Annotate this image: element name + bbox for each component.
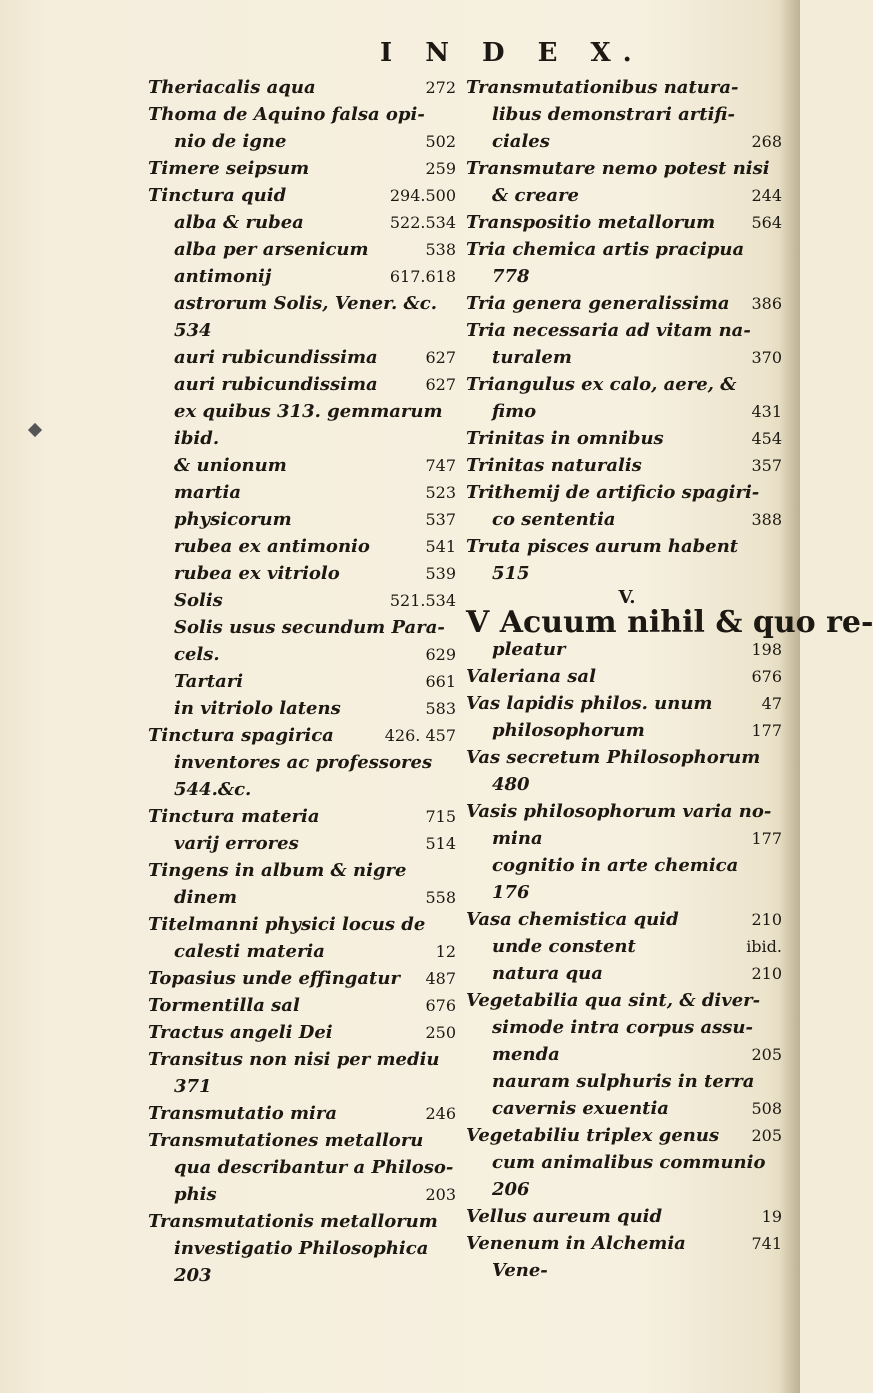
index-entry [466, 987, 788, 1014]
index-entry [466, 906, 788, 933]
entry-text: calesti materia [174, 941, 325, 962]
entry-text: unde constent [492, 936, 636, 957]
entry-text: alba per arsenicum [174, 239, 369, 260]
entry-text: Valeriana sal [466, 666, 596, 687]
index-entry [148, 749, 470, 776]
index-entry [466, 479, 788, 506]
page-header: I N D E X. [380, 38, 644, 68]
index-entry [466, 690, 788, 717]
page-number: 177 [751, 829, 782, 848]
index-entry [466, 771, 788, 798]
index-entry [148, 1073, 470, 1100]
page-number: 19 [761, 1207, 782, 1226]
page-number: 244 [751, 186, 782, 205]
page-number: 205 [751, 1126, 782, 1145]
index-entry [466, 744, 788, 771]
entry-text: Tria necessaria ad vitam na- [466, 320, 751, 341]
index-entry [148, 344, 470, 371]
page-number: 514 [425, 834, 456, 853]
index-entry [148, 1235, 470, 1262]
index-entry [466, 1230, 788, 1257]
index-entry [466, 605, 873, 640]
page-number: 294.500 [389, 186, 456, 205]
index-entry [466, 155, 788, 182]
index-entry [466, 1176, 788, 1203]
index-entry [466, 1014, 788, 1041]
index-entry [148, 668, 470, 695]
entry-text: nio de igne [174, 131, 287, 152]
entry-text: pleatur [492, 639, 566, 660]
entry-text: Trinitas naturalis [466, 455, 642, 476]
page-number: 426. 457 [384, 726, 456, 745]
entry-text: Tormentilla sal [148, 995, 300, 1016]
index-entry [148, 128, 470, 155]
index-entry [466, 425, 788, 452]
entry-text: 480 [492, 774, 530, 795]
page-number: 538 [425, 240, 456, 259]
index-entry [466, 798, 788, 825]
index-entry [466, 960, 788, 987]
page-number: 629 [425, 645, 456, 664]
entry-text: Vas lapidis philos. unum [466, 693, 713, 714]
index-entry [148, 182, 470, 209]
entry-text: cavernis exuentia [492, 1098, 669, 1119]
index-entry [466, 371, 788, 398]
index-entry [148, 479, 470, 506]
page-number: 522.534 [389, 213, 456, 232]
index-entry [148, 506, 470, 533]
page-number: 487 [425, 969, 456, 988]
page-number: 250 [425, 1023, 456, 1042]
index-entry [148, 938, 470, 965]
page-number: 203 [425, 1185, 456, 1204]
index-entry [148, 1208, 470, 1235]
index-entry [148, 803, 470, 830]
index-entry [148, 236, 470, 263]
entry-text: Truta pisces aurum habent [466, 536, 739, 557]
entry-text: Solis [174, 590, 223, 611]
entry-text: fimo [492, 401, 537, 422]
index-entry [148, 263, 470, 290]
entry-text: investigatio Philosophica [174, 1238, 429, 1259]
page-number: 537 [425, 510, 456, 529]
page-number: 676 [751, 667, 782, 686]
index-entry [148, 1154, 470, 1181]
index-entry [466, 533, 788, 560]
entry-text: Tractus angeli Dei [148, 1022, 333, 1043]
index-entry [148, 641, 470, 668]
index-entry [466, 317, 788, 344]
index-column-left [148, 74, 470, 1289]
page-number: 741 [751, 1234, 782, 1253]
entry-text: nauram sulphuris in terra [492, 1071, 755, 1092]
index-entry [148, 101, 470, 128]
entry-text: Vas secretum Philosophorum [466, 747, 761, 768]
index-entry [148, 722, 470, 749]
page-number: 523 [425, 483, 456, 502]
entry-text: Tria chemica artis pracipua [466, 239, 745, 260]
entry-text: 371 [174, 1076, 212, 1097]
index-entry [148, 317, 470, 344]
entry-text: rubea ex vitriolo [174, 563, 340, 584]
index-entry [466, 1041, 788, 1068]
entry-text: 534 [174, 320, 212, 341]
entry-text: Solis usus secundum Para- [174, 617, 445, 638]
index-entry [466, 560, 788, 587]
entry-text: mina [492, 828, 543, 849]
index-entry [466, 398, 788, 425]
index-entry [466, 506, 788, 533]
entry-text: Tartari [174, 671, 244, 692]
page-number: 676 [425, 996, 456, 1015]
entry-text: co sententia [492, 509, 616, 530]
index-entry [148, 587, 470, 614]
page-number: 357 [751, 456, 782, 475]
entry-text: Vegetabiliu triplex genus [466, 1125, 720, 1146]
entry-text: physicorum [174, 509, 292, 530]
index-entry [466, 852, 788, 879]
entry-text: martia [174, 482, 242, 503]
entry-text: Transmutationes metalloru [148, 1130, 424, 1151]
entry-text: Transitus non nisi per mediu [148, 1049, 440, 1070]
entry-text: Transmutatio mira [148, 1103, 338, 1124]
page-number: 454 [751, 429, 782, 448]
page-number: 617.618 [389, 267, 456, 286]
index-entry [466, 182, 788, 209]
index-entry [466, 452, 788, 479]
entry-text: in vitriolo latens [174, 698, 341, 719]
index-entry [148, 425, 470, 452]
entry-text: Tinctura materia [148, 806, 320, 827]
entry-text: Tria genera generalissima [466, 293, 730, 314]
entry-text: Timere seipsum [148, 158, 310, 179]
entry-text: philosophorum [492, 720, 645, 741]
section-letter: V. [618, 587, 636, 608]
entry-text: Venenum in Alchemia [466, 1233, 686, 1254]
entry-text: Trinitas in omnibus [466, 428, 664, 449]
index-entry [148, 1127, 470, 1154]
index-entry [148, 965, 470, 992]
index-entry [148, 74, 470, 101]
entry-text: libus demonstrari artifi- [492, 104, 735, 125]
index-entry [148, 209, 470, 236]
page-number: 564 [751, 213, 782, 232]
entry-text: Vegetabilia qua sint, & diver- [466, 990, 761, 1011]
entry-text: Topasius unde effingatur [148, 968, 400, 989]
entry-text: inventores ac professores [174, 752, 433, 773]
index-entry [148, 884, 470, 911]
index-entry [148, 560, 470, 587]
entry-text: Vellus aureum quid [466, 1206, 663, 1227]
entry-text: Tinctura quid [148, 185, 287, 206]
index-entry [466, 1122, 788, 1149]
entry-text: cels. [174, 644, 220, 665]
page-number: 747 [425, 456, 456, 475]
entry-text: turalem [492, 347, 572, 368]
page-number: 268 [751, 132, 782, 151]
index-entry [466, 236, 788, 263]
index-entry [148, 155, 470, 182]
entry-text: Vasis philosophorum varia no- [466, 801, 772, 822]
index-entry [148, 695, 470, 722]
index-entry [466, 879, 788, 906]
entry-text: Thoma de Aquino falsa opi- [148, 104, 425, 125]
index-entry [466, 1203, 788, 1230]
page-number: 502 [425, 132, 456, 151]
entry-text: cum animalibus communio [492, 1152, 766, 1173]
index-entry [466, 1095, 788, 1122]
page-number: 715 [425, 807, 456, 826]
entry-text: & creare [492, 185, 580, 206]
entry-text: ex quibus 313. gemmarum [174, 401, 443, 422]
index-entry [466, 263, 788, 290]
index-entry [466, 290, 788, 317]
index-entry [466, 933, 788, 960]
entry-text: ciales [492, 131, 550, 152]
index-entry [148, 533, 470, 560]
page-number: 508 [751, 1099, 782, 1118]
page-number: 583 [425, 699, 456, 718]
entry-text: ibid. [174, 428, 220, 449]
entry-text: Vasa chemistica quid [466, 909, 679, 930]
entry-text: qua describantur a Philoso- [174, 1157, 454, 1178]
entry-text: Transmutationis metallorum [148, 1211, 438, 1232]
index-entry [148, 290, 470, 317]
entry-text: 778 [492, 266, 530, 287]
index-entry [466, 209, 788, 236]
entry-text: Transmutationibus natura- [466, 77, 739, 98]
index-entry [466, 663, 788, 690]
entry-text: Transmutare nemo potest nisi [466, 158, 770, 179]
entry-text: 544.&c. [174, 779, 252, 800]
page-number: 627 [425, 375, 456, 394]
page-number: 661 [425, 672, 456, 691]
index-entry [148, 1262, 470, 1289]
index-entry [466, 636, 788, 663]
page-number: 521.534 [389, 591, 456, 610]
index-entry [148, 452, 470, 479]
entry-text: dinem [174, 887, 238, 908]
index-entry [466, 825, 788, 852]
entry-text: alba & rubea [174, 212, 304, 233]
entry-text: Transpositio metallorum [466, 212, 716, 233]
index-entry [148, 1100, 470, 1127]
entry-text: simode intra corpus assu- [492, 1017, 753, 1038]
page-number: 198 [751, 640, 782, 659]
entry-text: rubea ex antimonio [174, 536, 370, 557]
page-number: 627 [425, 348, 456, 367]
index-entry [148, 1181, 470, 1208]
page-number: ibid. [746, 937, 782, 956]
entry-text: auri rubicundissima [174, 347, 378, 368]
ink-blot [28, 423, 42, 437]
index-entry [148, 857, 470, 884]
entry-text: 206 [492, 1179, 530, 1200]
page-number: 210 [751, 964, 782, 983]
entry-text: & unionum [174, 455, 287, 476]
index-column-right [466, 74, 873, 1284]
index-entry [148, 1019, 470, 1046]
index-entry [466, 1149, 788, 1176]
index-entry [148, 371, 470, 398]
entry-text: Triangulus ex calo, aere, & [466, 374, 737, 395]
entry-text: Titelmanni physici locus de [148, 914, 426, 935]
entry-text: 203 [174, 1265, 212, 1286]
entry-text: natura qua [492, 963, 603, 984]
entry-text: auri rubicundissima [174, 374, 378, 395]
page-number: 539 [425, 564, 456, 583]
index-entry [148, 398, 470, 425]
page-number: 259 [425, 159, 456, 178]
entry-text: Theriacalis aqua [148, 77, 316, 98]
page-number: 386 [751, 294, 782, 313]
index-entry [466, 101, 788, 128]
index-entry [148, 830, 470, 857]
index-entry [148, 992, 470, 1019]
entry-text: varij errores [174, 833, 299, 854]
page-number: 431 [751, 402, 782, 421]
index-entry [466, 1257, 788, 1284]
index-entry [466, 128, 788, 155]
page-number: 205 [751, 1045, 782, 1064]
entry-text: antimonij [174, 266, 272, 287]
entry-text: 176 [492, 882, 530, 903]
entry-text: V Acuum nihil & quo re- [466, 605, 873, 640]
index-entry [466, 74, 788, 101]
index-entry [148, 776, 470, 803]
page-number: 370 [751, 348, 782, 367]
page-number: 47 [761, 694, 782, 713]
index-entry [148, 1046, 470, 1073]
entry-text: astrorum Solis, Vener. &c. [174, 293, 437, 314]
index-entry [148, 614, 470, 641]
page-number: 388 [751, 510, 782, 529]
page-number: 246 [425, 1104, 456, 1123]
entry-text: Tingens in album & nigre [148, 860, 407, 881]
entry-text: 515 [492, 563, 530, 584]
page-number: 272 [425, 78, 456, 97]
entry-text: Trithemij de artificio spagiri- [466, 482, 760, 503]
page-number: 12 [435, 942, 456, 961]
page-number: 558 [425, 888, 456, 907]
page-number: 541 [425, 537, 456, 556]
entry-text: Tinctura spagirica [148, 725, 334, 746]
entry-text: Vene- [492, 1260, 548, 1281]
index-entry [466, 717, 788, 744]
index-entry [466, 1068, 788, 1095]
page-number: 210 [751, 910, 782, 929]
index-entry [466, 344, 788, 371]
page-number: 177 [751, 721, 782, 740]
index-entry [148, 911, 470, 938]
entry-text: phis [174, 1184, 217, 1205]
entry-text: menda [492, 1044, 560, 1065]
entry-text: cognitio in arte chemica [492, 855, 739, 876]
